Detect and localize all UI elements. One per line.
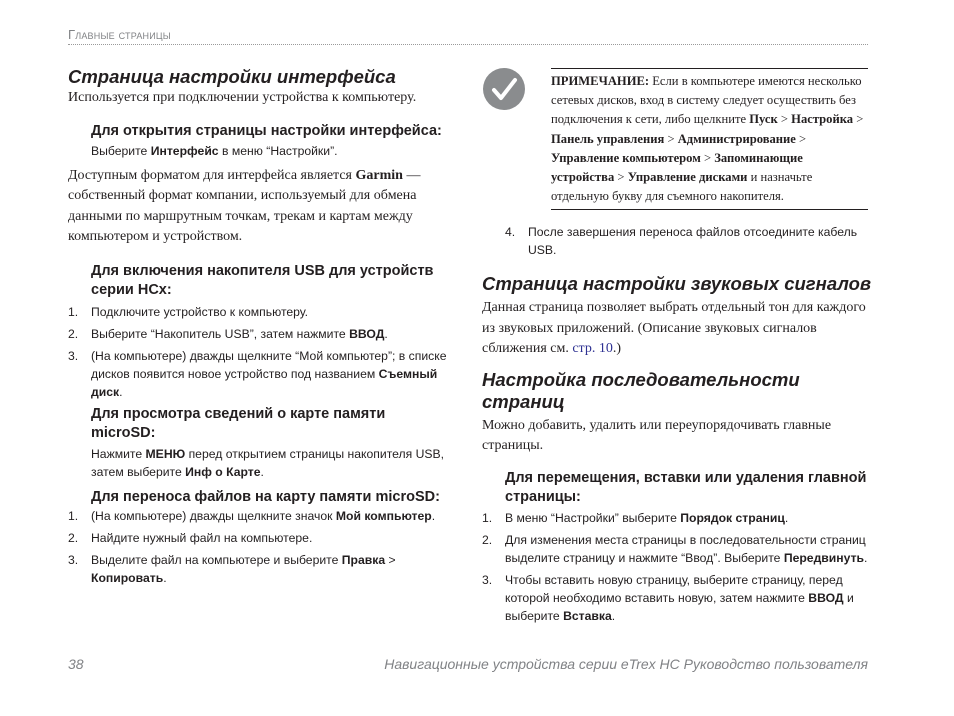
header-divider (68, 44, 868, 45)
transfer-steps-continued (482, 223, 872, 259)
open-interface-text: Выберите Интерфейс в меню “Настройки”. (91, 143, 338, 158)
transfer-steps (68, 507, 448, 587)
section-title-beeps: Страница настройки звуковых сигналов (482, 273, 872, 294)
microsd-text: Нажмите МЕНЮ перед открытием страницы накопителя USB, затем выберите Инф о Карте. (91, 446, 445, 479)
section-title-interface: Страница настройки интерфейса (68, 66, 396, 87)
move-heading: Для перемещения, вставки или удаления главной страницы: (505, 469, 867, 505)
list-item: 2. Выберите “Накопитель USB”, затем нажмите ВВОД. (68, 326, 388, 341)
sequence-description: Можно добавить, удалить или переупорядочивать главные страницы. (482, 417, 832, 453)
list-item: 2. Для изменения места страницы в последовательности страниц выделите страницу и нажмите “Ввод”. Выберите Передвинуть. (482, 532, 868, 565)
note-text: ПРИМЕЧАНИЕ: Если в компьютере имеются несколько сетевых дисков, вход в систему следует осуществить без подключения к сети, либо щелкните Пуск > Настройка > Панель управления > Администрирование > Управление компьютером > Запоминающие устройства > Управление дисками и назначьте отдельную букву для съемного накопителя. (551, 74, 864, 204)
transfer-heading: Для переноса файлов на карту памяти microSD: (91, 488, 440, 505)
list-item: 2. Найдите нужный файл на компьютере. (68, 530, 313, 545)
usb-heading: Для включения накопителя USB для устройств серии HCx: (91, 262, 434, 298)
list-item: 1. (На компьютере) дважды щелкните значок Мой компьютер. (68, 508, 436, 523)
usb-steps (68, 303, 448, 401)
page-link[interactable]: стр. 10 (572, 341, 613, 356)
move-steps (482, 509, 872, 625)
microsd-heading: Для просмотра сведений о карте памяти microSD: (91, 405, 386, 441)
note-icon (483, 68, 525, 110)
format-paragraph: Доступным форматом для интерфейса является Garmin — собственный формат компании, используемый для обмена данными по маршрутным точкам, трекам и картам между компьютером и устройством. (68, 167, 421, 244)
list-item: 1. Подключите устройство к компьютеру. (68, 304, 309, 319)
list-item: 3. (На компьютере) дважды щелкните “Мой компьютер”; в списке дисков появится новое устройство под названием Съемный диск. (68, 348, 447, 399)
note-box (551, 72, 869, 206)
list-item: 1. В меню “Настройки” выберите Порядок страниц. (482, 510, 789, 525)
left-column (68, 66, 448, 591)
interface-description: Используется при подключении устройства к компьютеру. (68, 90, 417, 105)
footer-title: Навигационные устройства серии eTrex HC Руководство пользователя (384, 656, 868, 672)
list-item: 3. Выделите файл на компьютере и выберите Правка > Копировать. (68, 552, 396, 585)
list-item: 3. Чтобы вставить новую страницу, выберите страницу, перед которой необходимо вставить новую, затем нажмите ВВОД и выберите Вставка. (482, 572, 854, 623)
right-column (482, 223, 872, 629)
page-number: 38 (68, 656, 84, 672)
running-header: Главные страницы (68, 27, 171, 42)
note-divider-bottom (551, 209, 868, 210)
beeps-description: Данная страница позволяет выбрать отдельный тон для каждого из звуковых приложений. (Описание звуковых сигналов сближения см. стр. 10.) (482, 300, 866, 356)
list-item: 4. После завершения переноса файлов отсоедините кабель USB. (505, 225, 858, 257)
note-divider-top (551, 68, 868, 69)
section-title-sequence: Настройка последовательности страниц (482, 368, 800, 412)
open-interface-heading: Для открытия страницы настройки интерфейса: (91, 122, 442, 139)
